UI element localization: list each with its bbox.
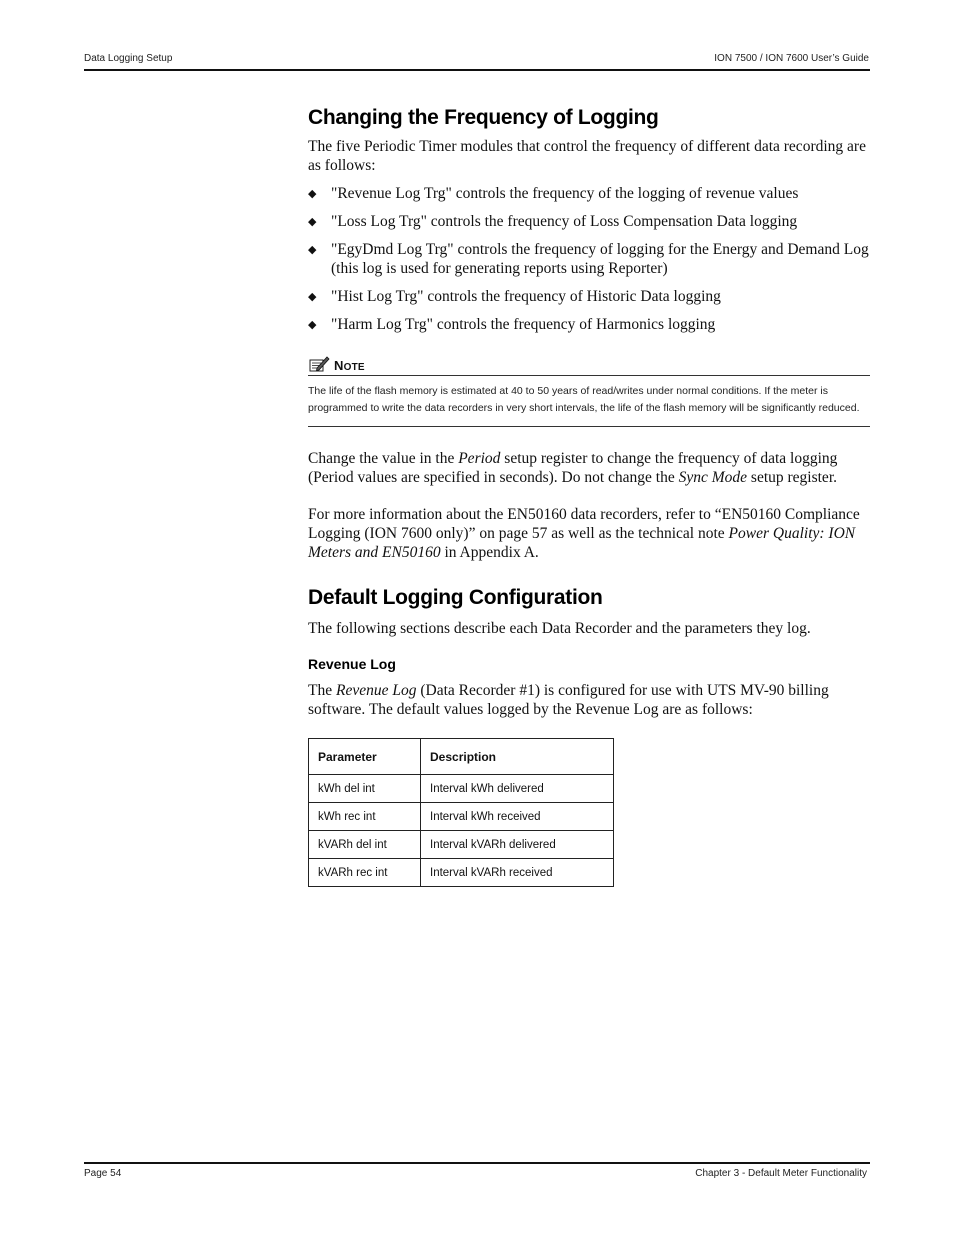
diamond-bullet-icon: ◆: [308, 216, 317, 228]
footer-rule: [84, 1162, 870, 1164]
description-cell: Interval kWh received: [421, 803, 614, 831]
list-item-text: "Loss Log Trg" controls the frequency of Loss Compensation Data logging: [331, 213, 798, 230]
table-row: [309, 831, 614, 859]
default-config-intro: The following sections describe each Data Recorder and the parameters they log.: [308, 620, 811, 637]
list-item-text: "Harm Log Trg" controls the frequency of Harmonics logging: [331, 316, 716, 333]
page-content: [308, 100, 870, 887]
diamond-bullet-icon: ◆: [308, 244, 317, 256]
description-cell: Interval kVARh received: [421, 859, 614, 887]
list-item: [308, 184, 870, 203]
parameter-cell: kWh rec int: [309, 803, 421, 831]
pencil-note-icon: [308, 355, 330, 373]
column-header-parameter: Parameter: [309, 739, 421, 775]
parameter-cell: kVARh rec int: [309, 859, 421, 887]
period-term: Period: [458, 450, 501, 467]
column-header-description: Description: [421, 739, 614, 775]
timer-bullet-list: [308, 184, 870, 334]
period-paragraph: Change the value in the Period setup register to change the frequency of data logging (Period values are specified in seconds). Do not change the Sync Mode setup register.: [308, 450, 838, 486]
chapter-title: Chapter 3 - Default Meter Functionality: [695, 1168, 867, 1179]
table-row: [309, 775, 614, 803]
diamond-bullet-icon: ◆: [308, 188, 317, 200]
revenue-log-paragraph: The Revenue Log (Data Recorder #1) is configured for use with UTS MV-90 billing software. The default values logged by the Revenue Log are as follows:: [308, 682, 829, 718]
running-header-title: ION 7500 / ION 7600 User’s Guide: [714, 53, 869, 64]
page-number: Page 54: [84, 1168, 122, 1179]
description-cell: Interval kWh delivered: [421, 775, 614, 803]
table-row: [309, 859, 614, 887]
table-row: [309, 803, 614, 831]
note-title: NOTE: [334, 358, 365, 373]
list-item: [308, 240, 870, 278]
section-title-default-config: Default Logging Configuration: [308, 586, 603, 609]
subsection-title-revenue-log: Revenue Log: [308, 656, 396, 672]
running-header-section: Data Logging Setup: [84, 53, 173, 64]
list-item-text: "Revenue Log Trg" controls the frequency of the logging of revenue values: [331, 185, 799, 202]
list-item: [308, 315, 870, 334]
frequency-intro: The five Periodic Timer modules that control the frequency of different data recording are as follows:: [308, 138, 866, 174]
list-item: [308, 287, 870, 306]
technical-note-title: Power Quality: ION Meters and EN50160: [308, 525, 856, 561]
revenue-log-term: Revenue Log: [335, 682, 417, 699]
list-item-text: "EgyDmd Log Trg" controls the frequency of logging for the Energy and Demand Log (this log is used for generating reports using Reporter): [331, 241, 869, 277]
parameter-cell: kVARh del int: [309, 831, 421, 859]
parameter-cell: kWh del int: [309, 775, 421, 803]
more-info-paragraph: For more information about the EN50160 data recorders, refer to “EN50160 Compliance Logging (ION 7600 only)” on page 57 as well as the technical note Power Quality: ION Meters and EN50160 in Appendix A.: [308, 506, 860, 561]
list-item: [308, 212, 870, 231]
section-title-frequency: Changing the Frequency of Logging: [308, 106, 659, 129]
sync-mode-term: Sync Mode: [678, 469, 748, 486]
header-rule: [84, 69, 870, 71]
note-text: The life of the flash memory is estimated at 40 to 50 years of read/writes under normal conditions. If the meter is programmed to write the data recorders in very short intervals, the life of the flash memory will be significantly reduced.: [308, 376, 870, 427]
note-box: [308, 354, 870, 427]
table-header-row: [309, 739, 614, 775]
description-cell: Interval kVARh delivered: [421, 831, 614, 859]
revenue-log-table: [308, 738, 614, 887]
diamond-bullet-icon: ◆: [308, 319, 317, 331]
diamond-bullet-icon: ◆: [308, 291, 317, 303]
note-header: [308, 354, 870, 376]
list-item-text: "Hist Log Trg" controls the frequency of Historic Data logging: [331, 288, 721, 305]
